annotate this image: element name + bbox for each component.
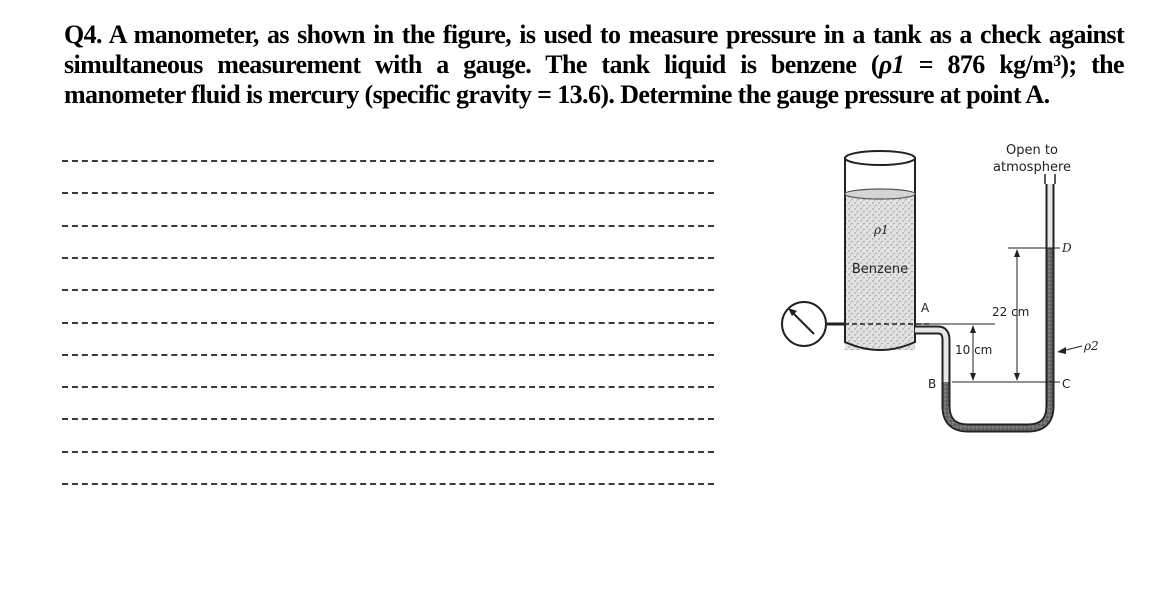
benzene-tank bbox=[812, 151, 930, 350]
question-text bbox=[64, 20, 1124, 110]
point-b-label: B bbox=[928, 377, 937, 391]
point-c-label: C bbox=[1062, 377, 1071, 391]
rho2-label: ρ2 bbox=[1084, 339, 1099, 353]
answer-line bbox=[62, 225, 714, 227]
answer-line bbox=[62, 257, 714, 259]
dim-22-arrow-up-icon bbox=[1014, 249, 1020, 257]
answer-line bbox=[62, 322, 714, 324]
dim-10-arrow-down-icon bbox=[970, 373, 976, 381]
atmosphere-label: atmosphere bbox=[993, 160, 1071, 175]
open-to-label: Open to bbox=[1006, 143, 1058, 158]
benzene-label: Benzene bbox=[851, 262, 909, 277]
answer-line bbox=[62, 483, 714, 485]
mercury-column bbox=[946, 248, 1050, 428]
liquid-surface bbox=[845, 189, 915, 199]
answer-line bbox=[62, 289, 714, 291]
dim-10-arrow-up-icon bbox=[970, 325, 976, 333]
question-number: Q4. bbox=[64, 20, 102, 49]
manometer-figure bbox=[770, 136, 1110, 456]
dim-10-label: 10 cm bbox=[955, 343, 993, 357]
answer-line bbox=[62, 386, 714, 388]
answer-line bbox=[62, 451, 714, 453]
manometer-diagram bbox=[770, 136, 1110, 456]
answer-line bbox=[62, 354, 714, 356]
tank-top-rim bbox=[845, 151, 915, 165]
point-a-label: A bbox=[921, 301, 930, 315]
dim-22-arrow-down-icon bbox=[1014, 373, 1020, 381]
point-d-label: D bbox=[1062, 241, 1072, 255]
tube-open-end bbox=[1045, 174, 1055, 184]
dim-22-label: 22 cm bbox=[992, 305, 1030, 319]
tube-inner-benzene bbox=[915, 184, 1050, 428]
pressure-gauge bbox=[782, 302, 845, 346]
rho1-label: ρ1 bbox=[874, 223, 889, 237]
answer-line bbox=[62, 160, 714, 162]
rho1-symbol: ρ1 bbox=[878, 50, 905, 79]
question-body-part1: A manometer, as shown in the figure, is used to measure pressure in a tank as a check against simultaneous measurement with a gauge. The tank liquid is benzene ( bbox=[64, 20, 1124, 79]
question-body-part2: = 876 kg/m³); the manometer fluid is mercury (specific gravity = 13.6). Determine the gauge pressure at point A. bbox=[64, 50, 1124, 109]
tube-outer bbox=[915, 184, 1050, 428]
rho2-leader bbox=[1066, 346, 1082, 350]
rho2-arrow-icon bbox=[1057, 347, 1066, 354]
answer-line bbox=[62, 418, 714, 420]
answer-line bbox=[62, 192, 714, 194]
